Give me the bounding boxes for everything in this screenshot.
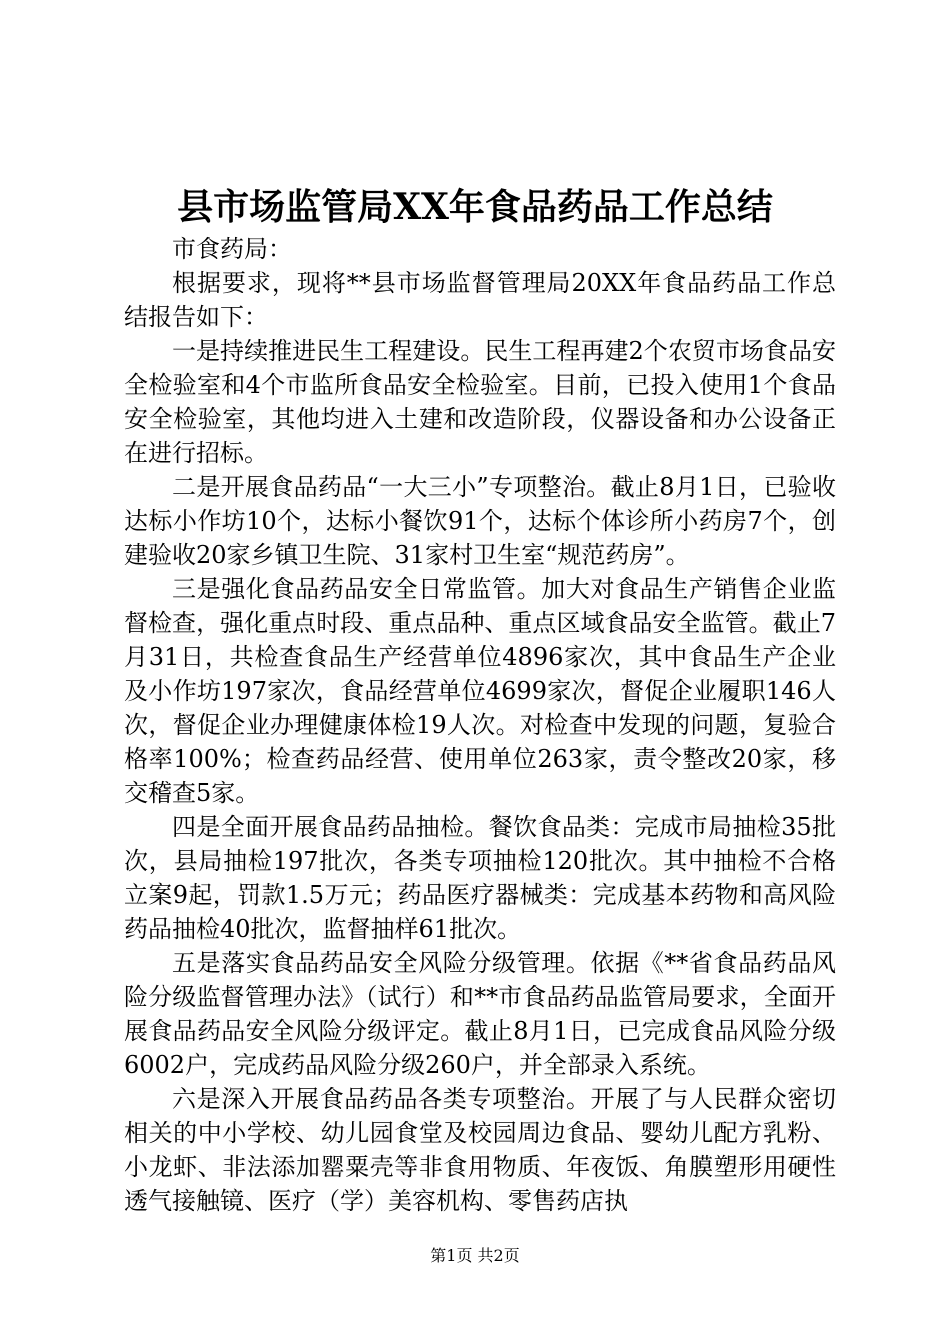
paragraph-6: 六是深入开展食品药品各类专项整治。开展了与人民群众密切相关的中小学校、幼儿园食堂及校园周边食品、婴幼儿配方乳粉、小龙虾、非法添加罂粟壳等非食用物质、年夜饭、角膜塑形用硬性透气接触镜、医疗（学）美容机构、零售药店执 xyxy=(124,1085,836,1215)
intro-paragraph: 根据要求，现将**县市场监督管理局20XX年食品药品工作总结报告如下： xyxy=(124,269,836,331)
paragraph-2: 二是开展食品药品“一大三小”专项整治。截止8月1日，已验收达标小作坊10个，达标小餐饮91个，达标个体诊所小药房7个，创建验收20家乡镇卫生院、31家村卫生室“规范药房”。 xyxy=(124,473,836,569)
document-body xyxy=(124,232,836,1218)
paragraph-3: 三是强化食品药品安全日常监管。加大对食品生产销售企业监督检查，强化重点时段、重点品种、重点区域食品安全监管。截止7月31日，共检查食品生产经营单位4896家次，其中食品生产企业及小作坊197家次，食品经营单位4699家次，督促企业履职146人次，督促企业办理健康体检19人次。对检查中发现的问题，复验合格率100%；检查药品经营、使用单位263家，责令整改20家，移交稽查5家。 xyxy=(124,575,836,807)
paragraph-4: 四是全面开展食品药品抽检。餐饮食品类：完成市局抽检35批次，县局抽检197批次，各类专项抽检120批次。其中抽检不合格立案9起，罚款1.5万元；药品医疗器械类：完成基本药物和高风险药品抽检40批次，监督抽样61批次。 xyxy=(124,813,836,943)
page-number: 第1页 共2页 xyxy=(430,1246,520,1265)
document-title: 县市场监管局XX年食品药品工作总结 xyxy=(177,186,773,228)
paragraph-1: 一是持续推进民生工程建设。民生工程再建2个农贸市场食品安全检验室和4个市监所食品安全检验室。目前，已投入使用1个食品安全检验室，其他均进入土建和改造阶段，仪器设备和办公设备正在进行招标。 xyxy=(124,337,836,467)
salutation: 市食药局： xyxy=(172,235,292,263)
paragraph-5: 五是落实食品药品安全风险分级管理。依据《**省食品药品风险分级监督管理办法》（试行）和**市食品药品监管局要求，全面开展食品药品安全风险分级评定。截止8月1日，已完成食品风险分级6002户，完成药品风险分级260户，并全部录入系统。 xyxy=(124,949,836,1079)
